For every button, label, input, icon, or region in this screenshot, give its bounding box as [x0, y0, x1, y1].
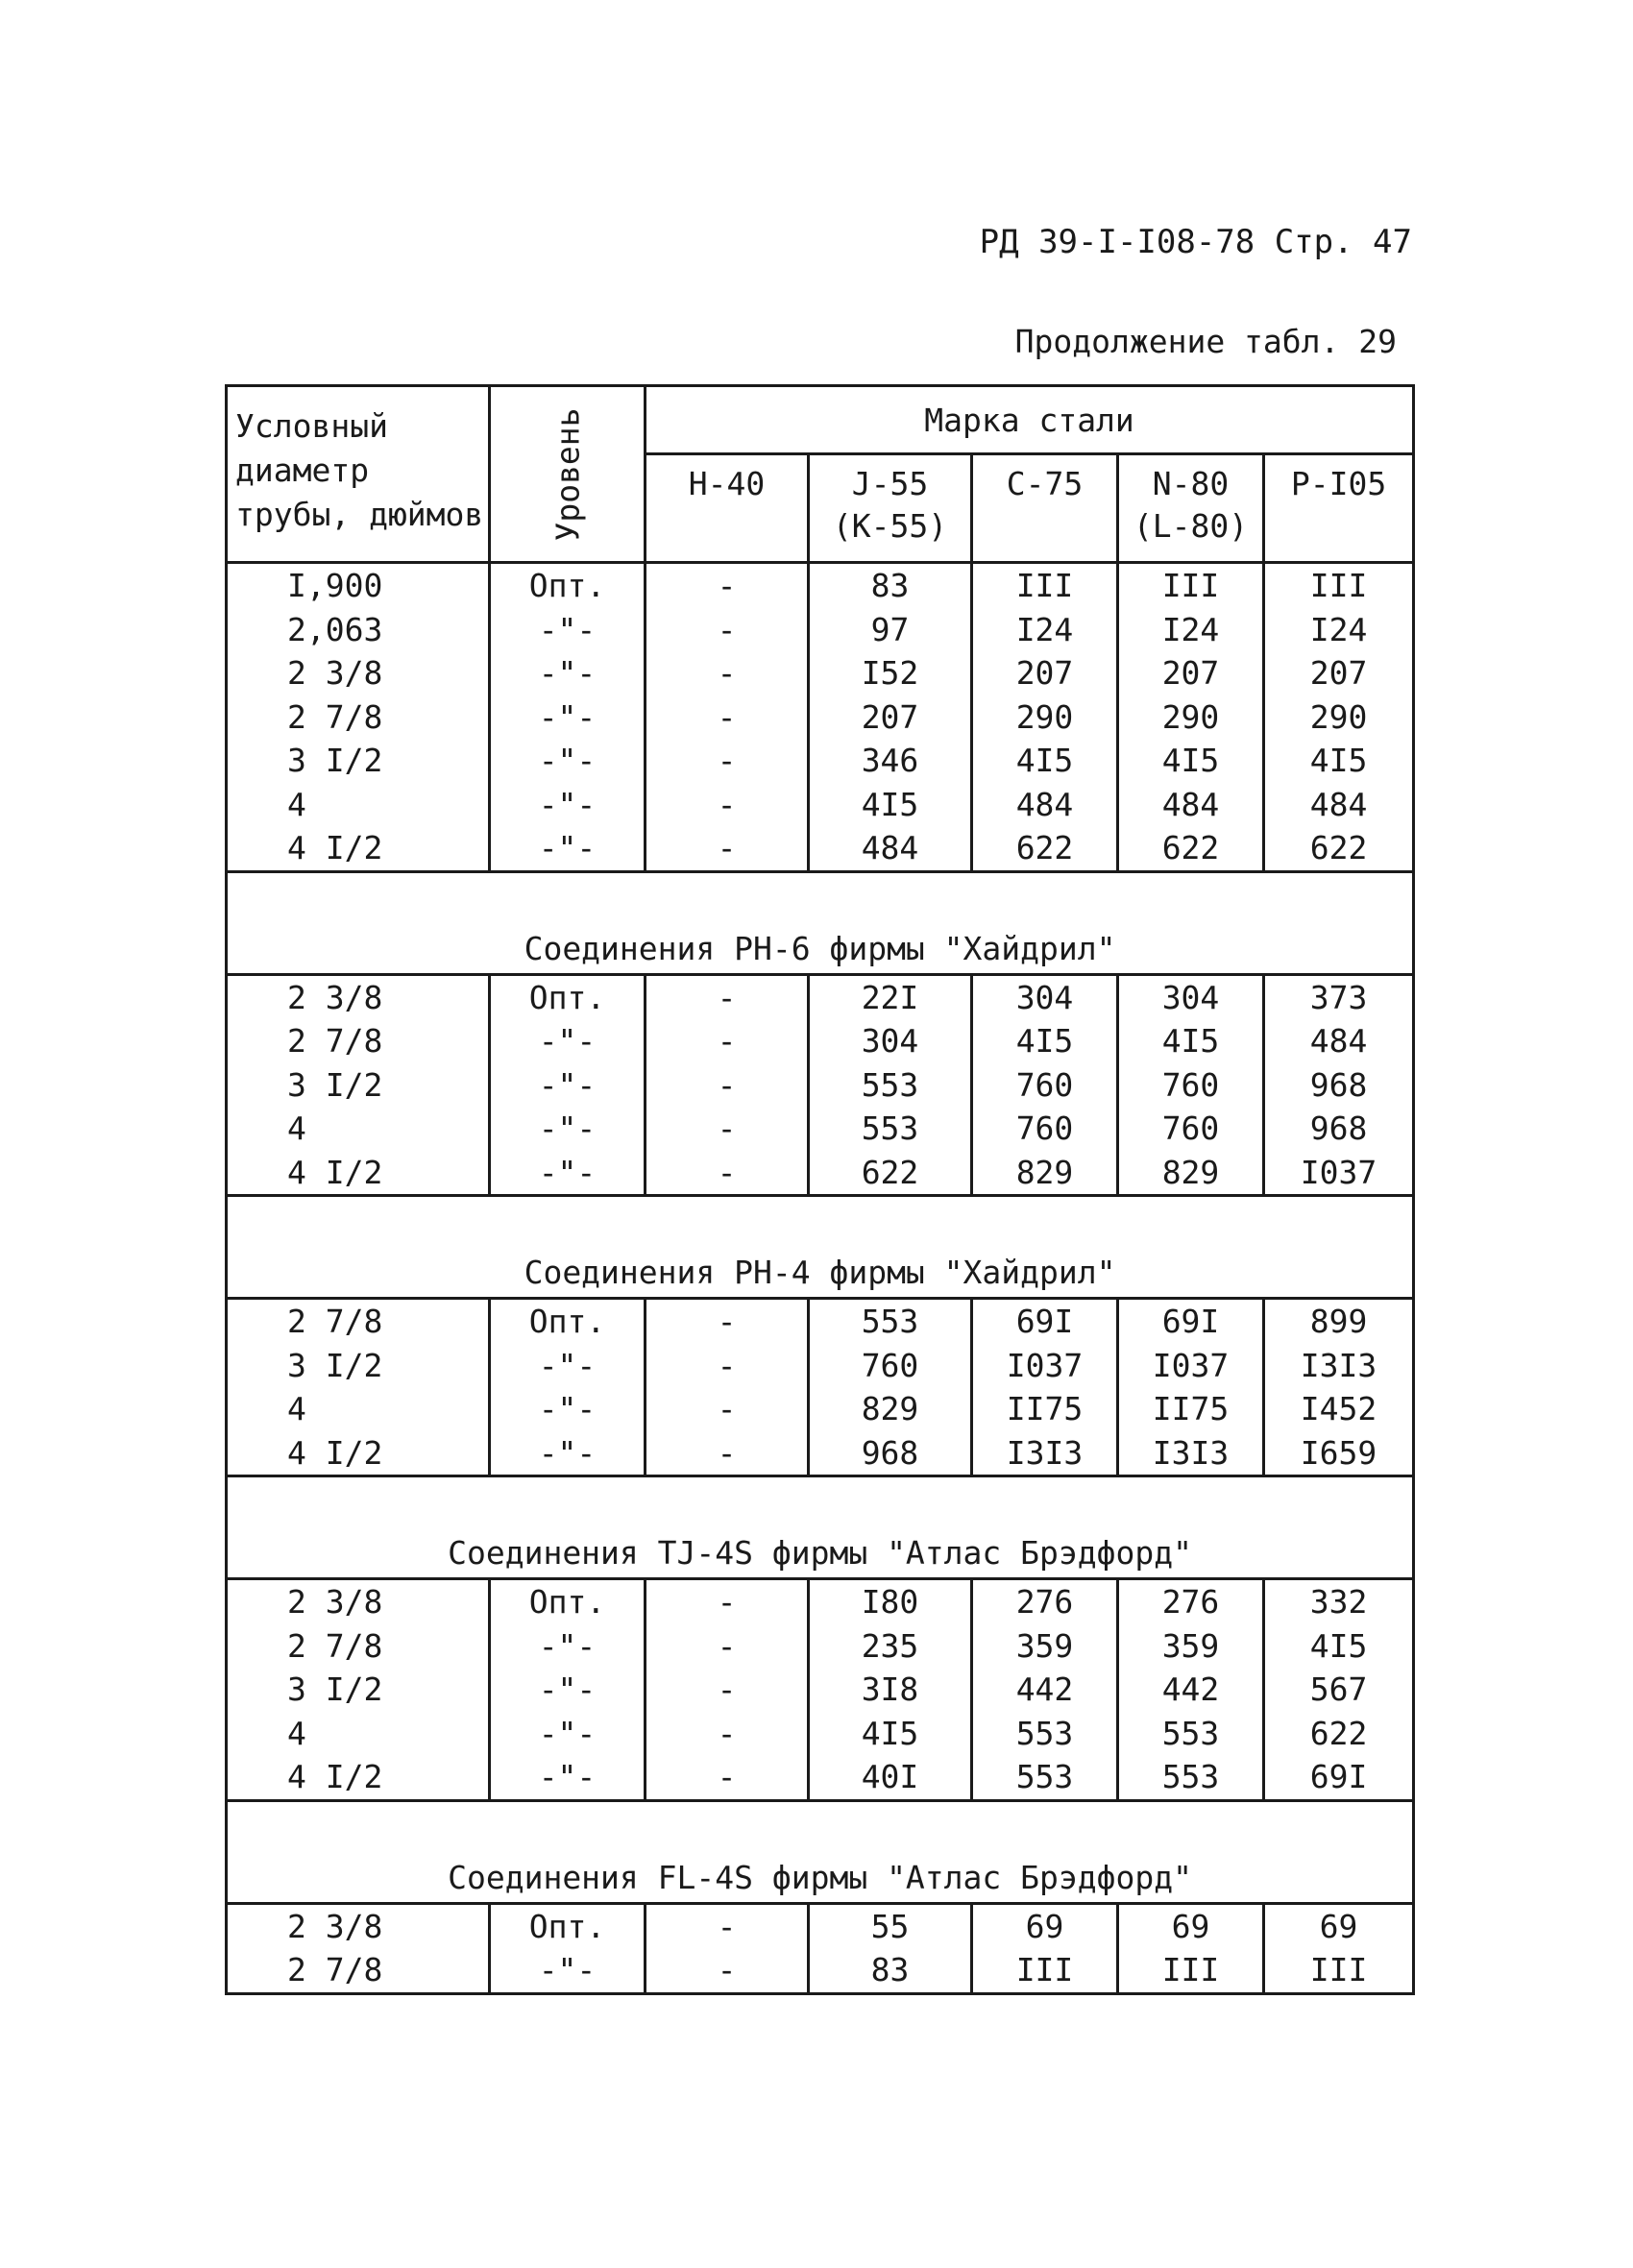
cell-value: - — [717, 654, 737, 692]
cell-value: 304 — [1161, 978, 1220, 1016]
cell-value: III — [1309, 567, 1368, 604]
cell-value: I037 — [1006, 1346, 1084, 1384]
cell-value: III — [1015, 1951, 1074, 1988]
cell-value: - — [717, 1907, 737, 1945]
cell-value: 55 — [870, 1907, 910, 1945]
cell-value: 4I5 — [1015, 742, 1074, 779]
cell-value: 40I — [861, 1758, 919, 1795]
cell-n80 — [1118, 1903, 1264, 1993]
cell-value: - — [717, 1758, 737, 1795]
cell-value: 332 — [1309, 1583, 1368, 1621]
cell-value: 346 — [861, 742, 919, 779]
cell-value: 4 — [287, 1390, 306, 1427]
cell-h40 — [646, 1903, 809, 1993]
cell-value: -"- — [538, 1153, 597, 1191]
header-grade-h40 — [646, 454, 809, 563]
cell-value: Опт. — [528, 1583, 606, 1621]
cell-diameter — [227, 1579, 490, 1801]
cell-value: 4 I/2 — [287, 1433, 383, 1472]
cell-p105 — [1264, 1903, 1414, 1993]
cell-value: 553 — [1015, 1714, 1074, 1752]
header-level-label: Уровень — [548, 406, 586, 542]
cell-value: 553 — [861, 1110, 919, 1147]
cell-value: 760 — [1161, 1110, 1220, 1147]
cell-value: Опт. — [528, 1907, 606, 1945]
cell-value: I037 — [1152, 1346, 1230, 1384]
cell-value: 3 I/2 — [287, 742, 383, 779]
cell-value: 484 — [1015, 785, 1074, 823]
cell-value: 235 — [861, 1626, 919, 1665]
header-grade-c75 — [972, 454, 1118, 563]
cell-value: 69I — [1309, 1758, 1368, 1795]
grade-label-alt: (К-55) — [832, 507, 948, 545]
header-diameter-line: диаметр — [235, 451, 370, 489]
cell-value: I659 — [1300, 1433, 1377, 1472]
header-grade-p105 — [1264, 454, 1414, 563]
cell-n80 — [1118, 974, 1264, 1196]
cell-value: -"- — [538, 1065, 597, 1104]
cell-n80 — [1118, 1299, 1264, 1476]
cell-value: 622 — [861, 1153, 919, 1191]
cell-value: - — [717, 1303, 737, 1340]
cell-value: I3I3 — [1152, 1433, 1230, 1472]
cell-value: 373 — [1309, 978, 1368, 1016]
cell-value: I3I3 — [1006, 1433, 1084, 1472]
cell-value: -"- — [538, 1346, 597, 1384]
cell-value: - — [717, 1065, 737, 1104]
cell-value: 3 I/2 — [287, 1671, 383, 1708]
cell-value: 829 — [861, 1390, 919, 1427]
header-nominal-diameter — [227, 386, 490, 563]
table-caption: Продолжение табл. 29 — [1014, 323, 1397, 360]
cell-value: 3 I/2 — [287, 1346, 383, 1384]
cell-value: 4 I/2 — [287, 1153, 383, 1191]
cell-value: 4I5 — [861, 1714, 919, 1752]
cell-value: - — [717, 1714, 737, 1752]
cell-value: 276 — [1161, 1583, 1220, 1621]
cell-value: - — [717, 742, 737, 779]
cell-value: I3I3 — [1300, 1346, 1377, 1384]
cell-value: 304 — [861, 1022, 919, 1060]
cell-value: 484 — [1161, 785, 1220, 823]
cell-value: 97 — [870, 610, 910, 648]
cell-h40 — [646, 974, 809, 1196]
cell-value: 2 3/8 — [287, 654, 383, 692]
grade-label-alt: (L-80) — [1133, 507, 1249, 545]
cell-value: 207 — [1015, 654, 1074, 692]
section-title: Соединения FL-4S фирмы "Атлас Брэдфорд" — [227, 1800, 1414, 1903]
cell-value: 553 — [861, 1303, 919, 1340]
cell-value: 2,063 — [287, 610, 383, 648]
cell-value: 899 — [1309, 1303, 1368, 1340]
cell-value: I24 — [1309, 610, 1368, 648]
cell-j55 — [809, 1903, 972, 1993]
cell-value: 484 — [861, 829, 919, 866]
cell-value: 290 — [1161, 697, 1220, 736]
grade-label: С-75 — [1006, 465, 1084, 502]
cell-value: - — [717, 1346, 737, 1384]
cell-value: 553 — [1161, 1714, 1220, 1752]
cell-value: III — [1161, 567, 1220, 604]
cell-n80 — [1118, 1579, 1264, 1801]
cell-value: 567 — [1309, 1671, 1368, 1708]
cell-c75 — [972, 1299, 1118, 1476]
cell-diameter — [227, 563, 490, 872]
cell-value: 207 — [1161, 654, 1220, 692]
cell-value: - — [717, 1022, 737, 1060]
cell-value: I,900 — [287, 567, 383, 604]
cell-p105 — [1264, 974, 1414, 1196]
cell-value: 968 — [1309, 1065, 1368, 1104]
cell-j55 — [809, 563, 972, 872]
cell-value: 2 7/8 — [287, 1951, 383, 1988]
cell-value: 968 — [1309, 1110, 1368, 1147]
cell-value: - — [717, 1110, 737, 1147]
cell-c75 — [972, 1579, 1118, 1801]
cell-value: - — [717, 1390, 737, 1427]
header-grade-n80 — [1118, 454, 1264, 563]
cell-j55 — [809, 974, 972, 1196]
cell-value: 553 — [1161, 1758, 1220, 1795]
cell-value: 69 — [1319, 1907, 1358, 1945]
cell-value: 553 — [861, 1065, 919, 1104]
cell-value: 4I5 — [1161, 1022, 1220, 1060]
cell-value: I80 — [861, 1583, 919, 1621]
cell-value: -"- — [538, 785, 597, 823]
cell-value: 4I5 — [1309, 742, 1368, 779]
cell-value: 760 — [1015, 1065, 1074, 1104]
cell-value: 442 — [1015, 1671, 1074, 1708]
cell-value: -"- — [538, 1433, 597, 1472]
grade-label: Р-I05 — [1290, 465, 1387, 502]
cell-value: 4I5 — [861, 785, 919, 823]
steel-grade-table — [225, 384, 1415, 1995]
cell-value: 2 7/8 — [287, 1022, 383, 1060]
cell-value: 484 — [1309, 785, 1368, 823]
header-diameter-line: Условный — [235, 407, 388, 445]
cell-value: 83 — [870, 567, 910, 604]
cell-value: 2 7/8 — [287, 697, 383, 736]
cell-value: -"- — [538, 1671, 597, 1708]
cell-value: 359 — [1161, 1626, 1220, 1665]
cell-j55 — [809, 1579, 972, 1801]
cell-value: -"- — [538, 1951, 597, 1988]
cell-value: 3 I/2 — [287, 1065, 383, 1104]
table-row — [227, 563, 1414, 872]
header-steel-grade: Марка стали — [646, 386, 1414, 454]
cell-level — [490, 1579, 646, 1801]
cell-value: Опт. — [528, 567, 606, 604]
cell-value: 4 I/2 — [287, 1758, 383, 1795]
document-reference: РД 39-I-I08-78 Стр. 47 — [979, 223, 1412, 261]
section-row — [227, 1800, 1414, 1903]
cell-value: - — [717, 1153, 737, 1191]
cell-value: 968 — [861, 1433, 919, 1472]
cell-value: 69 — [1171, 1907, 1210, 1945]
cell-h40 — [646, 1579, 809, 1801]
cell-value: -"- — [538, 1390, 597, 1427]
cell-value: 207 — [861, 697, 919, 736]
cell-value: II75 — [1006, 1390, 1084, 1427]
cell-value: Опт. — [528, 978, 606, 1016]
header-level — [490, 386, 646, 563]
cell-value: 4 — [287, 785, 306, 823]
cell-c75 — [972, 1903, 1118, 1993]
cell-value: 290 — [1309, 697, 1368, 736]
cell-value: 304 — [1015, 978, 1074, 1016]
cell-value: 4I5 — [1161, 742, 1220, 779]
cell-value: - — [717, 1626, 737, 1665]
cell-level — [490, 1903, 646, 1993]
cell-value: -"- — [538, 697, 597, 736]
cell-h40 — [646, 563, 809, 872]
cell-c75 — [972, 974, 1118, 1196]
cell-value: I52 — [861, 654, 919, 692]
cell-p105 — [1264, 1579, 1414, 1801]
section-row — [227, 871, 1414, 974]
section-row — [227, 1196, 1414, 1299]
cell-value: -"- — [538, 1110, 597, 1147]
table-row — [227, 1903, 1414, 1993]
cell-value: 829 — [1015, 1153, 1074, 1191]
cell-value: 359 — [1015, 1626, 1074, 1665]
cell-value: 4 — [287, 1110, 306, 1147]
cell-value: 760 — [861, 1346, 919, 1384]
cell-level — [490, 974, 646, 1196]
cell-value: 2 3/8 — [287, 1907, 383, 1945]
cell-value: 622 — [1309, 829, 1368, 866]
cell-value: - — [717, 697, 737, 736]
cell-value: 69I — [1161, 1303, 1220, 1340]
cell-value: 4I5 — [1309, 1626, 1368, 1665]
cell-value: I452 — [1300, 1390, 1377, 1427]
table-row — [227, 1579, 1414, 1801]
cell-value: -"- — [538, 1022, 597, 1060]
cell-c75 — [972, 563, 1118, 872]
grade-label: J-55 — [851, 465, 929, 502]
cell-value: 553 — [1015, 1758, 1074, 1795]
section-row — [227, 1476, 1414, 1579]
cell-value: Опт. — [528, 1303, 606, 1340]
cell-value: 4I5 — [1015, 1022, 1074, 1060]
cell-level — [490, 563, 646, 872]
cell-value: - — [717, 567, 737, 604]
cell-value: -"- — [538, 742, 597, 779]
header-diameter-line: трубы, дюймов — [235, 496, 484, 533]
cell-value: III — [1015, 567, 1074, 604]
cell-value: 83 — [870, 1951, 910, 1988]
section-title: Соединения PH-4 фирмы "Хайдрил" — [227, 1196, 1414, 1299]
cell-value: -"- — [538, 829, 597, 866]
cell-value: -"- — [538, 1758, 597, 1795]
grade-label: Н-40 — [688, 465, 766, 502]
cell-value: -"- — [538, 654, 597, 692]
cell-diameter — [227, 974, 490, 1196]
cell-value: -"- — [538, 610, 597, 648]
cell-value: 69I — [1015, 1303, 1074, 1340]
cell-value: 484 — [1309, 1022, 1368, 1060]
cell-value: 2 7/8 — [287, 1626, 383, 1665]
cell-j55 — [809, 1299, 972, 1476]
cell-value: 4 — [287, 1714, 306, 1752]
cell-p105 — [1264, 563, 1414, 872]
cell-value: 760 — [1015, 1110, 1074, 1147]
cell-value: - — [717, 829, 737, 866]
section-title: Соединения PH-6 фирмы "Хайдрил" — [227, 871, 1414, 974]
cell-value: 290 — [1015, 697, 1074, 736]
cell-diameter — [227, 1903, 490, 1993]
cell-value: 2 3/8 — [287, 978, 383, 1016]
cell-value: - — [717, 1433, 737, 1472]
cell-n80 — [1118, 563, 1264, 872]
cell-value: -"- — [538, 1626, 597, 1665]
cell-value: - — [717, 785, 737, 823]
cell-value: 22I — [861, 978, 919, 1016]
cell-value: 2 3/8 — [287, 1583, 383, 1621]
cell-value: I24 — [1161, 610, 1220, 648]
cell-value: - — [717, 1583, 737, 1621]
cell-value: 3I8 — [861, 1671, 919, 1708]
cell-diameter — [227, 1299, 490, 1476]
cell-value: -"- — [538, 1714, 597, 1752]
cell-value: 207 — [1309, 654, 1368, 692]
cell-value: 622 — [1015, 829, 1074, 866]
table-body — [227, 563, 1414, 1994]
cell-value: - — [717, 1671, 737, 1708]
cell-h40 — [646, 1299, 809, 1476]
cell-value: 760 — [1161, 1065, 1220, 1104]
grade-label: N-80 — [1152, 465, 1230, 502]
cell-value: 69 — [1025, 1907, 1064, 1945]
cell-level — [490, 1299, 646, 1476]
cell-p105 — [1264, 1299, 1414, 1476]
header-grade-j55 — [809, 454, 972, 563]
cell-value: - — [717, 978, 737, 1016]
cell-value: - — [717, 1951, 737, 1988]
cell-value: I037 — [1300, 1153, 1377, 1191]
cell-value: III — [1309, 1951, 1368, 1988]
cell-value: 829 — [1161, 1153, 1220, 1191]
cell-value: I24 — [1015, 610, 1074, 648]
cell-value: - — [717, 610, 737, 648]
cell-value: 4 I/2 — [287, 829, 383, 866]
cell-value: 622 — [1309, 1714, 1368, 1752]
table-row — [227, 974, 1414, 1196]
cell-value: 2 7/8 — [287, 1303, 383, 1340]
cell-value: 622 — [1161, 829, 1220, 866]
cell-value: 442 — [1161, 1671, 1220, 1708]
cell-value: 276 — [1015, 1583, 1074, 1621]
section-title: Соединения TJ-4S фирмы "Атлас Брэдфорд" — [227, 1476, 1414, 1579]
table-row — [227, 1299, 1414, 1476]
cell-value: II75 — [1152, 1390, 1230, 1427]
cell-value: III — [1161, 1951, 1220, 1988]
